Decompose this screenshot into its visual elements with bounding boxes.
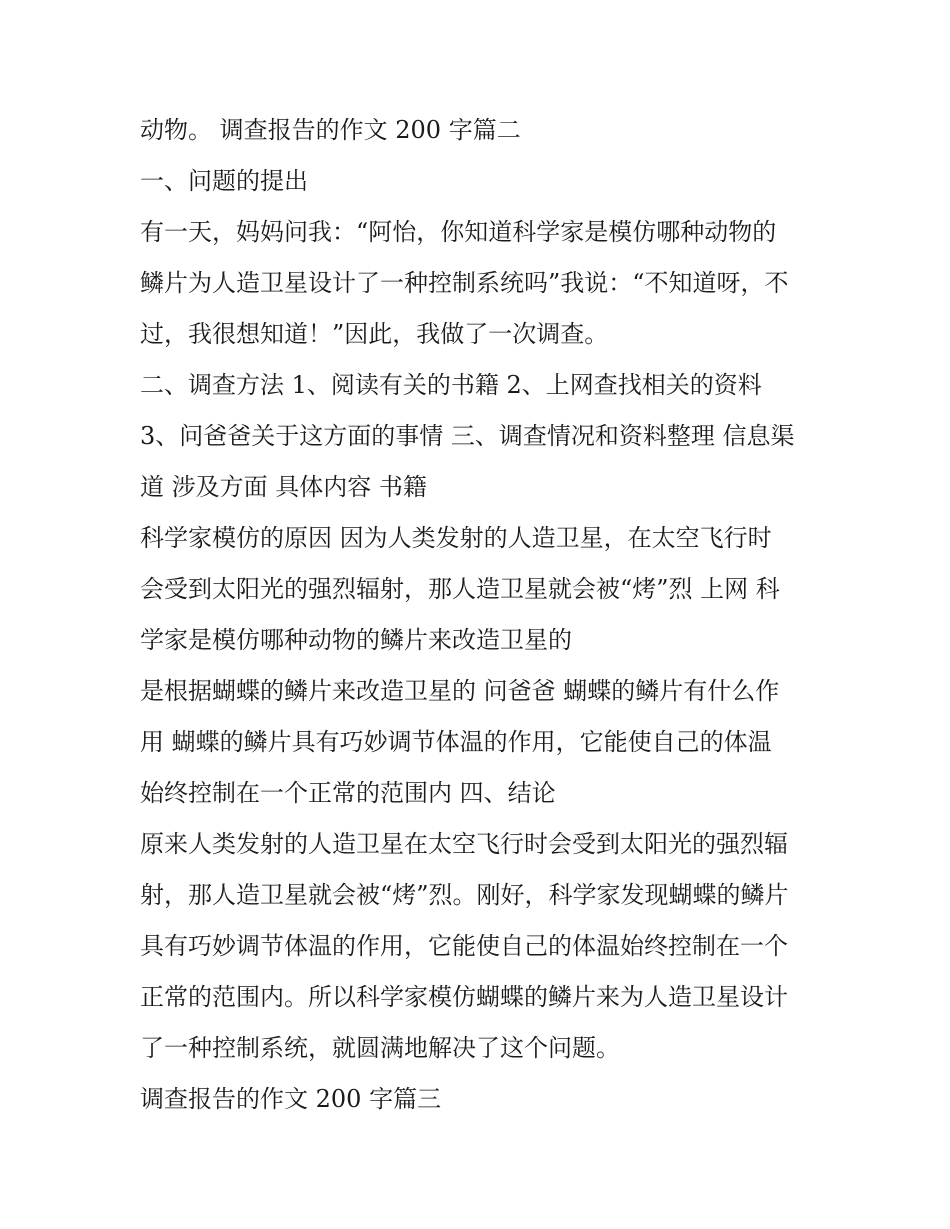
text-line: 具有巧妙调节体温的作用，它能使自己的体温始终控制在一个: [140, 932, 788, 960]
document-body: [140, 105, 820, 1125]
text-line: 会受到太阳光的强烈辐射，那人造卫星就会被“烤”烈 上网 科: [140, 575, 780, 603]
text-line: 正常的范围内。所以科学家模仿蝴蝶的鳞片来为人造卫星设计: [140, 983, 788, 1011]
text-line: 是根据蝴蝶的鳞片来改造卫星的 问爸爸 蝴蝶的鳞片有什么作: [140, 677, 780, 705]
text-line: 二、调查方法 1、阅读有关的书籍 2、上网查找相关的资料: [140, 371, 762, 399]
text-line: 射，那人造卫星就会被“烤”烈。刚好，科学家发现蝴蝶的鳞片: [140, 881, 789, 909]
text-line: 学家是模仿哪种动物的鳞片来改造卫星的: [140, 626, 572, 654]
section-heading: 调查报告的作文 200 字篇三: [140, 1085, 442, 1113]
text-line: 始终控制在一个正常的范围内 四、结论: [140, 779, 556, 807]
text-line: 动物。 调查报告的作文 200 字篇二: [140, 116, 521, 144]
text-line: 原来人类发射的人造卫星在太空飞行时会受到太阳光的强烈辐: [140, 830, 788, 858]
text-line: 鳞片为人造卫星设计了一种控制系统吗”我说：“不知道呀，不: [140, 269, 789, 297]
text-line: 3、问爸爸关于这方面的事情 三、调查情况和资料整理 信息渠: [140, 422, 795, 450]
text-line: 用 蝴蝶的鳞片具有巧妙调节体温的作用，它能使自己的体温: [140, 728, 772, 756]
text-line: 有一天，妈妈问我：“阿怡，你知道科学家是模仿哪种动物的: [140, 218, 777, 246]
text-line: 道 涉及方面 具体内容 书籍: [140, 473, 427, 501]
text-line: 过，我很想知道！”因此，我做了一次调查。: [140, 320, 609, 348]
text-line: 了一种控制系统，就圆满地解决了这个问题。: [140, 1034, 620, 1062]
section-heading: 一、问题的提出: [140, 167, 308, 195]
text-line: 科学家模仿的原因 因为人类发射的人造卫星，在太空飞行时: [140, 524, 772, 552]
